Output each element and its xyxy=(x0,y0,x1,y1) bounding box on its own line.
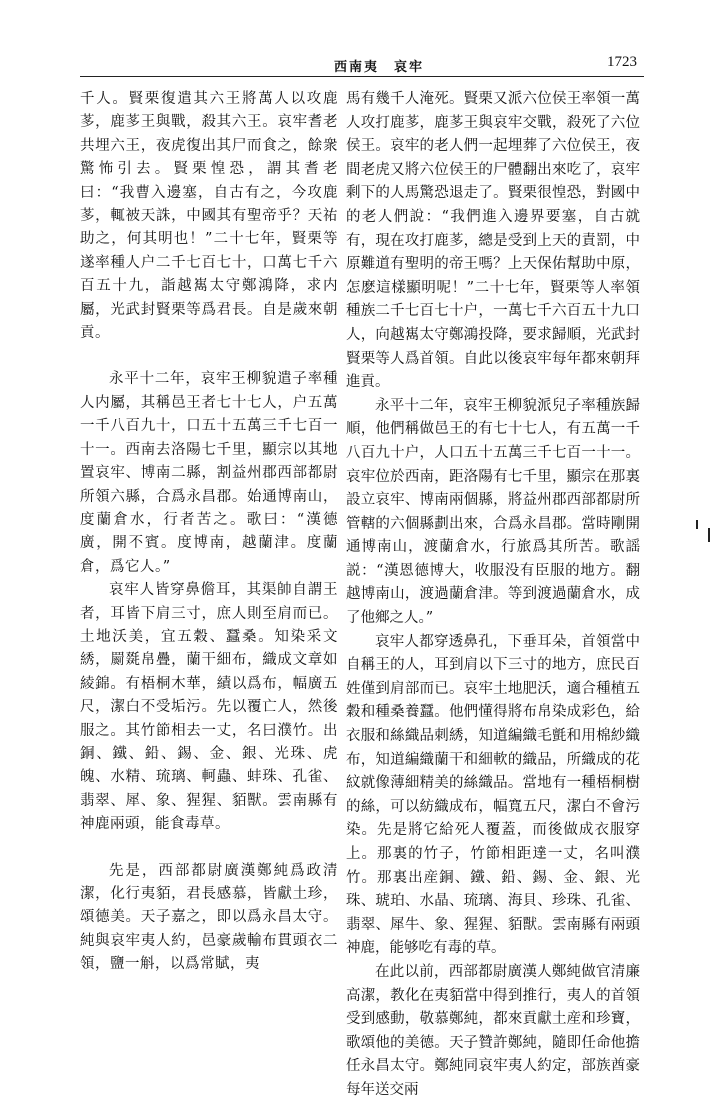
running-title: 西南夷 哀牢 xyxy=(334,60,425,75)
header-rule xyxy=(80,76,644,77)
classical-paragraph-4: 先是，西部都尉廣漢鄭純爲政清潔，化行夷貊，君長感慕，皆獻土珍，頌德美。天子嘉之，即以爲永昌太守。純與哀牢夷人約，邑豪歲輸布貫頭衣二領，鹽一斛，以爲常賦，夷 xyxy=(80,862,338,973)
classical-text-column xyxy=(80,88,338,977)
classical-paragraph-2: 永平十二年，哀牢王柳貌遣子率種人内屬，其稱邑王者七十七人，户五萬一千八百九十，口五十五萬三千七百一十一。西南去洛陽七千里，顯宗以其地置哀牢、博南二縣，割益州郡西部都尉所領六縣，合爲永昌郡。始通博南山，度蘭倉水，行者苦之。歌曰：“漢德廣，開不賓。度博南，越蘭津。度蘭倉，爲它人。” xyxy=(80,371,338,575)
margin-mark xyxy=(708,528,710,542)
page-header xyxy=(0,0,716,80)
classical-paragraph-3: 哀牢人皆穿鼻儋耳，其渠帥自謂王者，耳皆下肩三寸，庶人則至肩而已。土地沃美，宜五穀、蠶桑。知染采文綉，罽毲帛疊，蘭干細布，織成文章如綾錦。有梧桐木華，績以爲布，幅廣五尺，潔白不受垢污。先以覆亡人，然後服之。其竹節相去一丈，名曰濮竹。出銅、鐵、鉛、錫、金、銀、光珠、虎魄、水精、琉璃、軻蟲、蚌珠、孔雀、翡翠、犀、象、猩猩、貊獸。雲南縣有神鹿兩頭，能食毒草。 xyxy=(80,582,338,833)
modern-paragraph-3: 哀牢人都穿透鼻孔，下垂耳朵，首領當中自稱王的人，耳到肩以下三寸的地方，庶民百姓僅到肩部而已。哀牢土地肥沃，適合種植五穀和種桑養蠶。他們懂得將布帛染成彩色，給衣服和絲織品刺綉，知道編織毛氈和用棉紗織布，知道編織蘭干和細軟的織品，所織成的花紋就像薄細精美的絲織品。當地有一種梧桐樹的絲，可以紡織成布，幅寬五尺，潔白不會污染。先是將它給死人覆蓋，而後做成衣服穿上。那裏的竹子，竹節相距達一丈，名叫濮竹。那裏出産銅、鐵、鉛、錫、金、銀、光珠、琥珀、水晶、琉璃、海貝、珍珠、孔雀、翡翠、犀牛、象、猩猩、貊獸。雲南縣有兩頭神鹿，能够吃有毒的草。 xyxy=(346,633,640,957)
page-number: 1723 xyxy=(607,54,637,70)
modern-paragraph-1: 馬有幾千人淹死。賢栗又派六位侯王率領一萬人攻打鹿茤，鹿茤王與哀牢交戰，殺死了六位侯王。哀牢的老人們一起埋葬了六位侯王，夜間老虎又將六位侯王的尸體翻出來吃了，哀牢剩下的人馬驚恐退走了。賢栗很惶恐，對國中的老人們說：“我們進入邊界要塞，自古就有，現在攻打鹿茤，總是受到上天的責罰，中原難道有聖明的帝王嗎？上天保佑幫助中原，怎麽這樣顯明呢！”二十七年，賢栗等人率領種族二千七百七十户，一萬七千六百五十九口人，向越嶲太守鄭鴻投降，要求歸順，光武封賢栗等人爲首領。自此以後哀牢每年都來朝拜進貢。 xyxy=(346,91,640,391)
paragraph-gap xyxy=(80,837,338,860)
classical-paragraph-1: 千人。賢栗復遣其六王將萬人以攻鹿茤，鹿茤王與戰，殺其六王。哀牢耆老共埋六王，夜虎復出其尸而食之，餘衆驚怖引去。賢栗惶恐，謂其耆老曰：“我曹入邊塞，自古有之，今攻鹿茤，輒被天誅，中國其有聖帝乎？天祐助之，何其明也！”二十七年，賢栗等遂率種人户二千七百七十，口萬七千六百五十九，詣越嶲太守鄭鴻降，求内屬，光武封賢栗等爲君長。自是歲來朝貢。 xyxy=(80,91,338,342)
modern-translation-column xyxy=(346,88,640,1103)
modern-paragraph-2: 永平十二年，哀牢王柳貌派兒子率種族歸順，他們稱做邑王的有七十七人，有五萬一千八百九十户，人口五十五萬三千七百一十一。哀牢位於西南，距洛陽有七千里，顯宗在那裏設立哀牢、博南兩個縣，將益州郡西部都尉所管轄的六個縣劃出來，合爲永昌郡。當時剛開通博南山，渡蘭倉水，行旅爲其所苦。歌謡説：“漢恩德博大，收服没有臣服的地方。翻越博南山，渡過蘭倉津。等到渡過蘭倉水，成了他鄉之人。” xyxy=(346,397,640,627)
margin-mark xyxy=(696,520,698,529)
paragraph-gap xyxy=(80,345,338,368)
modern-paragraph-4: 在此以前，西部都尉廣漢人鄭純做官清廉高潔，教化在夷貊當中得到推行，夷人的首領受到感動，敬慕鄭純，都來貢獻土産和珍寶，歌頌他的美德。天子贊許鄭純，隨即任命他擔任永昌太守。鄭純同哀牢夷人約定，部族酋豪每年送交兩 xyxy=(346,963,640,1098)
